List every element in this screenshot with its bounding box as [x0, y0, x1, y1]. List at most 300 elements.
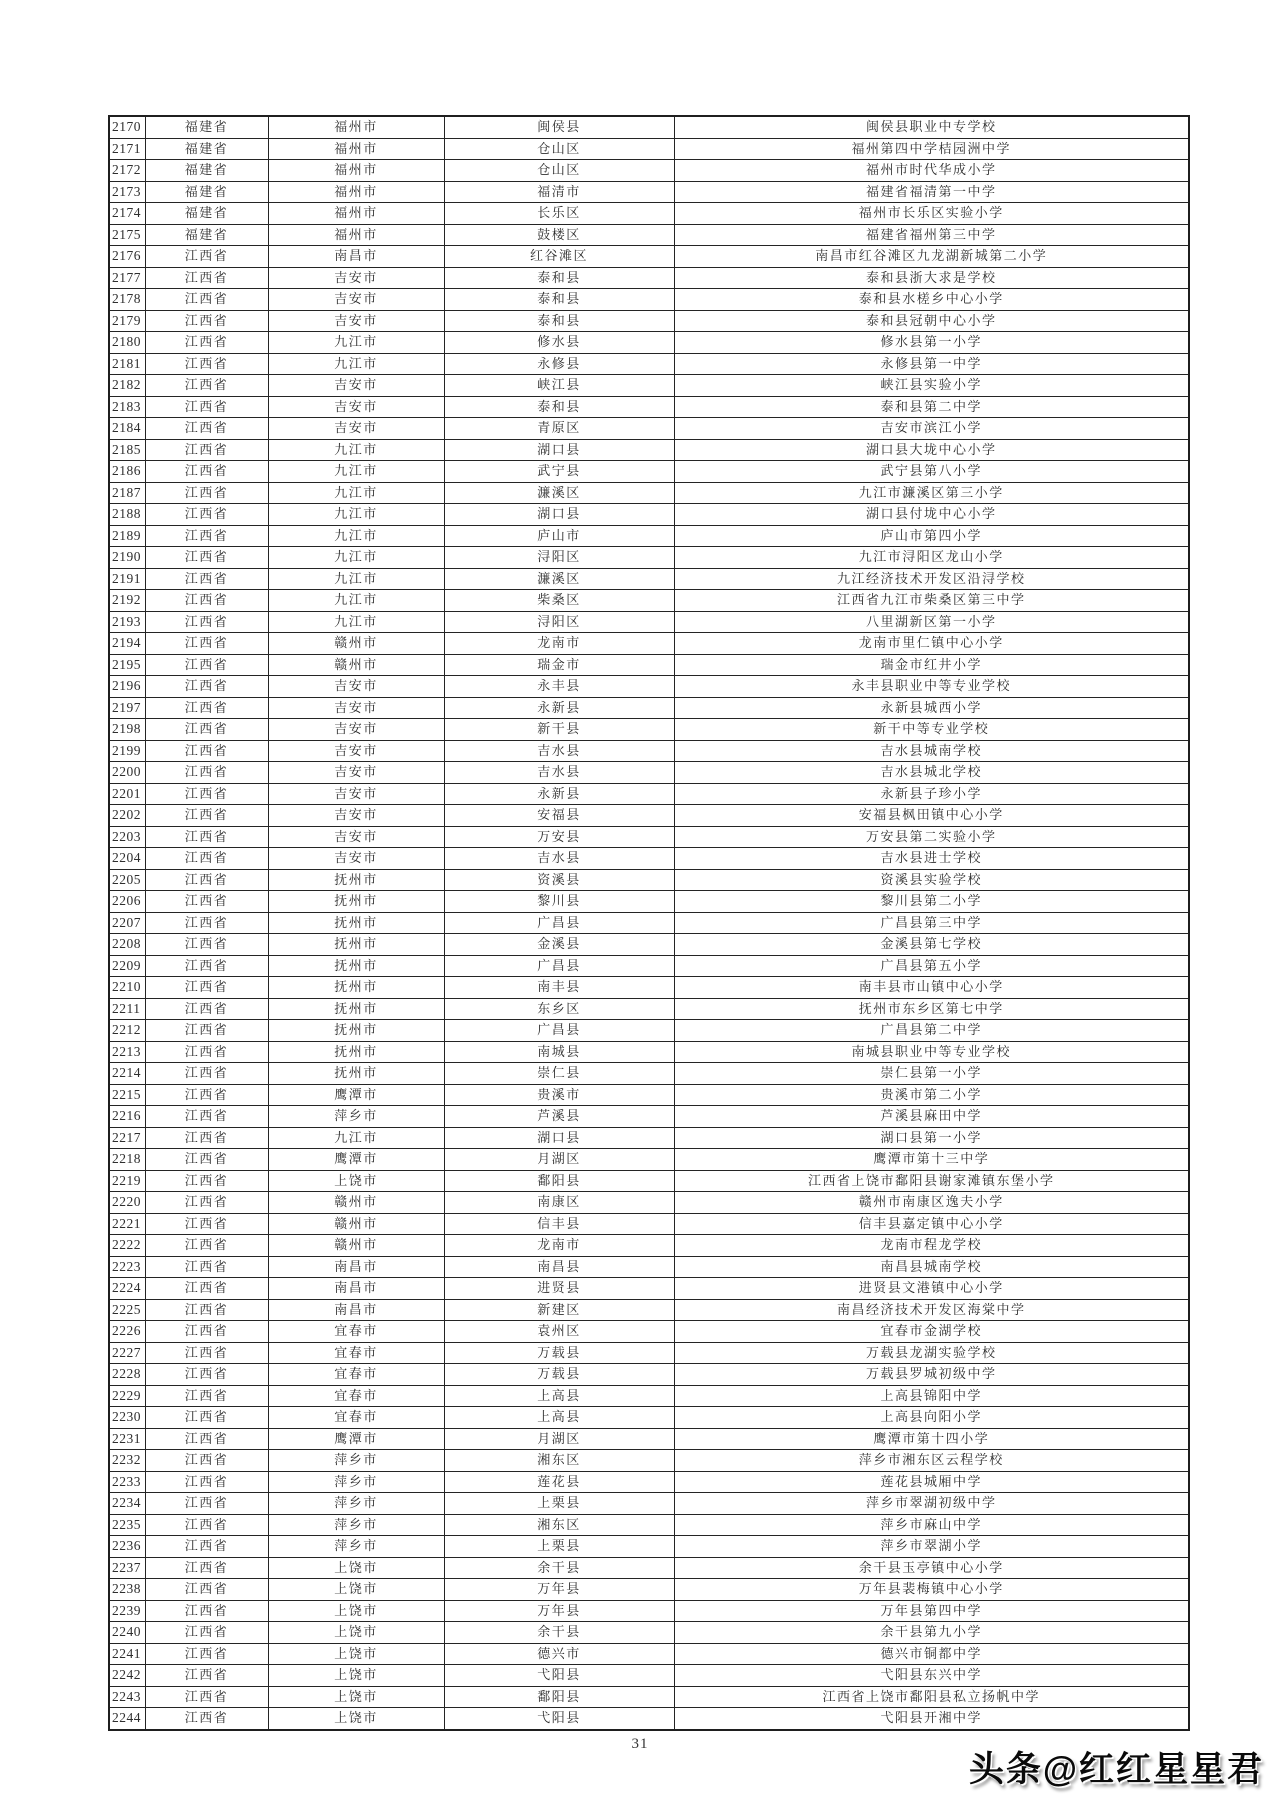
table-row [109, 1665, 1189, 1687]
cell-county: 安福县 [444, 805, 674, 827]
table-row [109, 676, 1189, 698]
cell-province: 江西省 [145, 375, 268, 397]
cell-city: 福州市 [268, 224, 444, 246]
cell-county: 长乐区 [444, 203, 674, 225]
cell-county: 莲花县 [444, 1471, 674, 1493]
table-row [109, 1643, 1189, 1665]
table-row [109, 1127, 1189, 1149]
cell-city: 福州市 [268, 203, 444, 225]
cell-city: 上饶市 [268, 1643, 444, 1665]
cell-province: 江西省 [145, 1127, 268, 1149]
cell-school-name: 龙南市程龙学校 [674, 1235, 1189, 1257]
cell-city: 吉安市 [268, 719, 444, 741]
cell-city: 吉安市 [268, 826, 444, 848]
cell-row-number: 2176 [109, 246, 145, 268]
cell-county: 黎川县 [444, 891, 674, 913]
cell-county: 上栗县 [444, 1493, 674, 1515]
cell-school-name: 资溪县实验学校 [674, 869, 1189, 891]
table-row [109, 1278, 1189, 1300]
cell-city: 赣州市 [268, 1192, 444, 1214]
table-row [109, 1321, 1189, 1343]
cell-row-number: 2219 [109, 1170, 145, 1192]
cell-city: 宜春市 [268, 1385, 444, 1407]
cell-row-number: 2173 [109, 181, 145, 203]
cell-row-number: 2182 [109, 375, 145, 397]
cell-school-name: 赣州市南康区逸夫小学 [674, 1192, 1189, 1214]
cell-city: 萍乡市 [268, 1536, 444, 1558]
cell-school-name: 永修县第一中学 [674, 353, 1189, 375]
cell-province: 江西省 [145, 1256, 268, 1278]
cell-county: 湖口县 [444, 439, 674, 461]
cell-city: 九江市 [268, 482, 444, 504]
cell-province: 江西省 [145, 1450, 268, 1472]
cell-row-number: 2190 [109, 547, 145, 569]
table-row [109, 762, 1189, 784]
cell-province: 江西省 [145, 1213, 268, 1235]
table-row [109, 547, 1189, 569]
cell-city: 南昌市 [268, 1278, 444, 1300]
cell-province: 江西省 [145, 525, 268, 547]
cell-county: 新干县 [444, 719, 674, 741]
cell-province: 江西省 [145, 1493, 268, 1515]
cell-city: 上饶市 [268, 1622, 444, 1644]
cell-county: 进贤县 [444, 1278, 674, 1300]
cell-row-number: 2239 [109, 1600, 145, 1622]
cell-county: 上栗县 [444, 1536, 674, 1558]
cell-province: 江西省 [145, 461, 268, 483]
cell-city: 南昌市 [268, 1299, 444, 1321]
cell-county: 资溪县 [444, 869, 674, 891]
cell-row-number: 2180 [109, 332, 145, 354]
table-row [109, 977, 1189, 999]
cell-row-number: 2183 [109, 396, 145, 418]
cell-province: 江西省 [145, 611, 268, 633]
table-row [109, 1579, 1189, 1601]
cell-county: 浔阳区 [444, 611, 674, 633]
cell-city: 上饶市 [268, 1600, 444, 1622]
cell-school-name: 鹰潭市第十四小学 [674, 1428, 1189, 1450]
cell-row-number: 2195 [109, 654, 145, 676]
table-row [109, 332, 1189, 354]
cell-row-number: 2205 [109, 869, 145, 891]
cell-province: 江西省 [145, 1299, 268, 1321]
table-row [109, 246, 1189, 268]
cell-city: 吉安市 [268, 375, 444, 397]
table-row [109, 375, 1189, 397]
cell-city: 抚州市 [268, 955, 444, 977]
cell-city: 九江市 [268, 1127, 444, 1149]
cell-row-number: 2203 [109, 826, 145, 848]
cell-county: 广昌县 [444, 1020, 674, 1042]
cell-province: 江西省 [145, 504, 268, 526]
cell-row-number: 2194 [109, 633, 145, 655]
cell-county: 庐山市 [444, 525, 674, 547]
cell-province: 江西省 [145, 955, 268, 977]
cell-row-number: 2244 [109, 1708, 145, 1730]
cell-county: 信丰县 [444, 1213, 674, 1235]
cell-county: 仓山区 [444, 138, 674, 160]
cell-county: 上高县 [444, 1407, 674, 1429]
cell-county: 吉水县 [444, 848, 674, 870]
table-row [109, 998, 1189, 1020]
cell-province: 江西省 [145, 332, 268, 354]
cell-city: 抚州市 [268, 977, 444, 999]
cell-province: 福建省 [145, 160, 268, 182]
cell-city: 上饶市 [268, 1170, 444, 1192]
cell-province: 江西省 [145, 676, 268, 698]
cell-city: 上饶市 [268, 1665, 444, 1687]
cell-province: 江西省 [145, 697, 268, 719]
cell-row-number: 2231 [109, 1428, 145, 1450]
cell-school-name: 福州第四中学桔园洲中学 [674, 138, 1189, 160]
cell-city: 九江市 [268, 332, 444, 354]
cell-city: 南昌市 [268, 1256, 444, 1278]
table-row [109, 396, 1189, 418]
cell-county: 南昌县 [444, 1256, 674, 1278]
cell-county: 青原区 [444, 418, 674, 440]
cell-school-name: 湖口县大垅中心小学 [674, 439, 1189, 461]
table-row [109, 160, 1189, 182]
cell-county: 吉水县 [444, 740, 674, 762]
cell-school-name: 抚州市东乡区第七中学 [674, 998, 1189, 1020]
cell-school-name: 泰和县水槎乡中心小学 [674, 289, 1189, 311]
cell-school-name: 弋阳县东兴中学 [674, 1665, 1189, 1687]
cell-city: 宜春市 [268, 1321, 444, 1343]
cell-county: 广昌县 [444, 955, 674, 977]
cell-county: 鄱阳县 [444, 1170, 674, 1192]
cell-county: 德兴市 [444, 1643, 674, 1665]
cell-school-name: 泰和县第二中学 [674, 396, 1189, 418]
page-number: 31 [631, 1736, 649, 1752]
table-row [109, 740, 1189, 762]
cell-row-number: 2191 [109, 568, 145, 590]
cell-province: 江西省 [145, 998, 268, 1020]
cell-county: 龙南市 [444, 633, 674, 655]
cell-city: 吉安市 [268, 848, 444, 870]
table-row [109, 418, 1189, 440]
cell-province: 江西省 [145, 353, 268, 375]
cell-city: 抚州市 [268, 912, 444, 934]
table-row [109, 1235, 1189, 1257]
cell-county: 广昌县 [444, 912, 674, 934]
cell-row-number: 2188 [109, 504, 145, 526]
cell-school-name: 修水县第一小学 [674, 332, 1189, 354]
cell-county: 余干县 [444, 1622, 674, 1644]
table-row [109, 224, 1189, 246]
cell-school-name: 湖口县付垅中心小学 [674, 504, 1189, 526]
cell-county: 崇仁县 [444, 1063, 674, 1085]
table-row [109, 1342, 1189, 1364]
cell-province: 江西省 [145, 1536, 268, 1558]
cell-row-number: 2220 [109, 1192, 145, 1214]
cell-school-name: 南丰县市山镇中心小学 [674, 977, 1189, 999]
table-row [109, 1622, 1189, 1644]
cell-county: 吉水县 [444, 762, 674, 784]
cell-city: 抚州市 [268, 934, 444, 956]
cell-row-number: 2228 [109, 1364, 145, 1386]
cell-county: 龙南市 [444, 1235, 674, 1257]
cell-county: 永丰县 [444, 676, 674, 698]
cell-city: 抚州市 [268, 1020, 444, 1042]
cell-county: 鼓楼区 [444, 224, 674, 246]
cell-province: 江西省 [145, 1020, 268, 1042]
cell-city: 九江市 [268, 504, 444, 526]
cell-county: 福清市 [444, 181, 674, 203]
cell-county: 新建区 [444, 1299, 674, 1321]
cell-school-name: 万载县罗城初级中学 [674, 1364, 1189, 1386]
cell-school-name: 万年县第四中学 [674, 1600, 1189, 1622]
table-row [109, 1471, 1189, 1493]
cell-province: 江西省 [145, 439, 268, 461]
cell-school-name: 闽侯县职业中专学校 [674, 116, 1189, 138]
cell-county: 修水县 [444, 332, 674, 354]
table-row [109, 289, 1189, 311]
table-row [109, 1708, 1189, 1730]
cell-city: 抚州市 [268, 869, 444, 891]
cell-row-number: 2171 [109, 138, 145, 160]
cell-province: 江西省 [145, 547, 268, 569]
table-row [109, 783, 1189, 805]
cell-row-number: 2230 [109, 1407, 145, 1429]
table-row [109, 482, 1189, 504]
cell-county: 红谷滩区 [444, 246, 674, 268]
cell-county: 闽侯县 [444, 116, 674, 138]
cell-county: 泰和县 [444, 310, 674, 332]
cell-province: 江西省 [145, 869, 268, 891]
cell-province: 江西省 [145, 1514, 268, 1536]
cell-city: 抚州市 [268, 891, 444, 913]
cell-school-name: 永新县城西小学 [674, 697, 1189, 719]
table-row [109, 461, 1189, 483]
table-row [109, 1364, 1189, 1386]
table-row [109, 1450, 1189, 1472]
cell-school-name: 上高县锦阳中学 [674, 1385, 1189, 1407]
cell-row-number: 2225 [109, 1299, 145, 1321]
table-row [109, 1084, 1189, 1106]
cell-city: 吉安市 [268, 740, 444, 762]
cell-county: 月湖区 [444, 1149, 674, 1171]
table-row [109, 590, 1189, 612]
table-row [109, 611, 1189, 633]
cell-city: 吉安市 [268, 783, 444, 805]
table-row [109, 568, 1189, 590]
cell-row-number: 2179 [109, 310, 145, 332]
cell-city: 萍乡市 [268, 1106, 444, 1128]
cell-row-number: 2207 [109, 912, 145, 934]
cell-school-name: 江西省上饶市鄱阳县谢家滩镇东堡小学 [674, 1170, 1189, 1192]
cell-city: 宜春市 [268, 1407, 444, 1429]
cell-county: 东乡区 [444, 998, 674, 1020]
cell-row-number: 2197 [109, 697, 145, 719]
cell-province: 江西省 [145, 934, 268, 956]
cell-county: 上高县 [444, 1385, 674, 1407]
cell-province: 江西省 [145, 1600, 268, 1622]
cell-school-name: 上高县向阳小学 [674, 1407, 1189, 1429]
cell-county: 万年县 [444, 1600, 674, 1622]
cell-row-number: 2224 [109, 1278, 145, 1300]
cell-school-name: 芦溪县麻田中学 [674, 1106, 1189, 1128]
cell-city: 上饶市 [268, 1579, 444, 1601]
cell-county: 万载县 [444, 1364, 674, 1386]
cell-row-number: 2240 [109, 1622, 145, 1644]
cell-row-number: 2204 [109, 848, 145, 870]
table-row [109, 891, 1189, 913]
cell-city: 萍乡市 [268, 1493, 444, 1515]
cell-row-number: 2208 [109, 934, 145, 956]
cell-province: 江西省 [145, 1364, 268, 1386]
table-row [109, 955, 1189, 977]
cell-county: 余干县 [444, 1557, 674, 1579]
cell-city: 福州市 [268, 138, 444, 160]
table-row [109, 116, 1189, 138]
cell-province: 江西省 [145, 418, 268, 440]
cell-school-name: 永丰县职业中等专业学校 [674, 676, 1189, 698]
cell-province: 江西省 [145, 1385, 268, 1407]
cell-county: 柴桑区 [444, 590, 674, 612]
cell-city: 赣州市 [268, 1235, 444, 1257]
cell-school-name: 鹰潭市第十三中学 [674, 1149, 1189, 1171]
cell-row-number: 2174 [109, 203, 145, 225]
cell-school-name: 吉水县城南学校 [674, 740, 1189, 762]
table-row [109, 1407, 1189, 1429]
cell-row-number: 2196 [109, 676, 145, 698]
cell-row-number: 2181 [109, 353, 145, 375]
cell-province: 江西省 [145, 1579, 268, 1601]
table-row [109, 1106, 1189, 1128]
cell-row-number: 2175 [109, 224, 145, 246]
cell-school-name: 余干县玉亭镇中心小学 [674, 1557, 1189, 1579]
cell-province: 江西省 [145, 482, 268, 504]
cell-row-number: 2209 [109, 955, 145, 977]
cell-school-name: 福州市时代华成小学 [674, 160, 1189, 182]
cell-school-name: 南昌经济技术开发区海棠中学 [674, 1299, 1189, 1321]
cell-school-name: 庐山市第四小学 [674, 525, 1189, 547]
cell-city: 吉安市 [268, 418, 444, 440]
cell-school-name: 广昌县第五小学 [674, 955, 1189, 977]
cell-row-number: 2241 [109, 1643, 145, 1665]
cell-city: 赣州市 [268, 654, 444, 676]
cell-school-name: 九江经济技术开发区沿浔学校 [674, 568, 1189, 590]
cell-row-number: 2200 [109, 762, 145, 784]
cell-county: 泰和县 [444, 267, 674, 289]
cell-province: 江西省 [145, 1686, 268, 1708]
cell-county: 万年县 [444, 1579, 674, 1601]
cell-row-number: 2243 [109, 1686, 145, 1708]
cell-row-number: 2170 [109, 116, 145, 138]
cell-city: 抚州市 [268, 1063, 444, 1085]
cell-county: 湖口县 [444, 1127, 674, 1149]
cell-county: 南丰县 [444, 977, 674, 999]
cell-row-number: 2210 [109, 977, 145, 999]
cell-row-number: 2177 [109, 267, 145, 289]
cell-province: 江西省 [145, 1321, 268, 1343]
table-row [109, 353, 1189, 375]
cell-city: 鹰潭市 [268, 1428, 444, 1450]
cell-row-number: 2211 [109, 998, 145, 1020]
cell-province: 江西省 [145, 977, 268, 999]
cell-province: 江西省 [145, 396, 268, 418]
cell-row-number: 2227 [109, 1342, 145, 1364]
cell-school-name: 南昌市红谷滩区九龙湖新城第二小学 [674, 246, 1189, 268]
cell-city: 赣州市 [268, 633, 444, 655]
cell-school-name: 贵溪市第二小学 [674, 1084, 1189, 1106]
table-row [109, 1686, 1189, 1708]
cell-county: 濂溪区 [444, 568, 674, 590]
cell-province: 江西省 [145, 246, 268, 268]
table-row [109, 1428, 1189, 1450]
cell-school-name: 萍乡市翠湖小学 [674, 1536, 1189, 1558]
cell-school-name: 龙南市里仁镇中心小学 [674, 633, 1189, 655]
cell-province: 江西省 [145, 1063, 268, 1085]
cell-province: 江西省 [145, 568, 268, 590]
cell-province: 江西省 [145, 848, 268, 870]
table-row [109, 1192, 1189, 1214]
cell-school-name: 万安县第二实验小学 [674, 826, 1189, 848]
cell-province: 江西省 [145, 310, 268, 332]
table-row [109, 1385, 1189, 1407]
cell-row-number: 2238 [109, 1579, 145, 1601]
cell-province: 江西省 [145, 1665, 268, 1687]
school-list-table [108, 115, 1190, 1731]
cell-city: 鹰潭市 [268, 1149, 444, 1171]
cell-city: 福州市 [268, 116, 444, 138]
cell-school-name: 安福县枫田镇中心小学 [674, 805, 1189, 827]
cell-school-name: 金溪县第七学校 [674, 934, 1189, 956]
cell-city: 抚州市 [268, 998, 444, 1020]
cell-province: 江西省 [145, 826, 268, 848]
cell-county: 瑞金市 [444, 654, 674, 676]
cell-row-number: 2218 [109, 1149, 145, 1171]
cell-province: 福建省 [145, 138, 268, 160]
cell-school-name: 萍乡市麻山中学 [674, 1514, 1189, 1536]
cell-province: 福建省 [145, 181, 268, 203]
cell-county: 武宁县 [444, 461, 674, 483]
table-row [109, 267, 1189, 289]
cell-province: 江西省 [145, 1557, 268, 1579]
cell-city: 吉安市 [268, 267, 444, 289]
cell-school-name: 福建省福清第一中学 [674, 181, 1189, 203]
watermark-text: 头条@红红星星君 [968, 1750, 1264, 1789]
cell-school-name: 进贤县文港镇中心小学 [674, 1278, 1189, 1300]
cell-city: 鹰潭市 [268, 1084, 444, 1106]
table-row [109, 1213, 1189, 1235]
cell-city: 吉安市 [268, 289, 444, 311]
cell-province: 江西省 [145, 654, 268, 676]
cell-county: 永新县 [444, 783, 674, 805]
table-row [109, 719, 1189, 741]
table-row [109, 654, 1189, 676]
cell-row-number: 2215 [109, 1084, 145, 1106]
cell-row-number: 2212 [109, 1020, 145, 1042]
cell-county: 袁州区 [444, 1321, 674, 1343]
cell-row-number: 2233 [109, 1471, 145, 1493]
cell-school-name: 吉水县进士学校 [674, 848, 1189, 870]
cell-school-name: 泰和县浙大求是学校 [674, 267, 1189, 289]
cell-province: 福建省 [145, 116, 268, 138]
table-row [109, 633, 1189, 655]
cell-province: 江西省 [145, 1106, 268, 1128]
cell-school-name: 萍乡市翠湖初级中学 [674, 1493, 1189, 1515]
cell-city: 福州市 [268, 181, 444, 203]
cell-row-number: 2193 [109, 611, 145, 633]
cell-city: 九江市 [268, 590, 444, 612]
table-row [109, 1493, 1189, 1515]
cell-city: 九江市 [268, 611, 444, 633]
cell-province: 江西省 [145, 1708, 268, 1730]
cell-county: 浔阳区 [444, 547, 674, 569]
cell-province: 江西省 [145, 1278, 268, 1300]
cell-county: 永新县 [444, 697, 674, 719]
